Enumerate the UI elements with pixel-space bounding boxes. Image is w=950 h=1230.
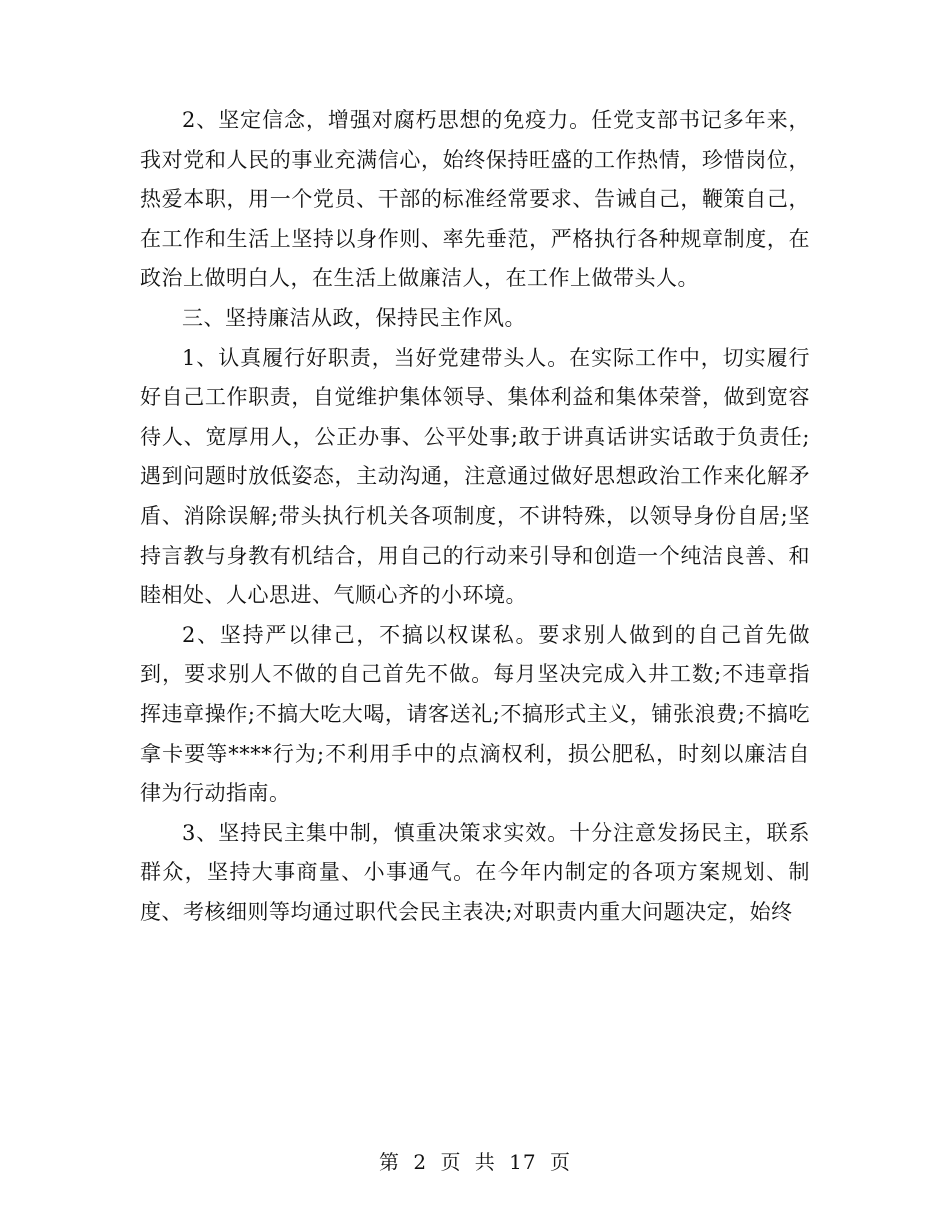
paragraph-firm-belief: 2、坚定信念，增强对腐朽思想的免疫力。任党支部书记多年来，我对党和人民的事业充满信心，始终保持旺盛的工作热情，珍惜岗位，热爱本职，用一个党员、干部的标准经常要求、告诫自己，鞭策自己，在工作和生活上坚持以身作则、率先垂范，严格执行各种规章制度，在政治上做明白人，在生活上做廉洁人，在工作上做带头人。 (140, 108, 810, 291)
paragraph-democratic-centralism: 3、坚持民主集中制，慎重决策求实效。十分注意发扬民主，联系群众，坚持大事商量、小事通气。在今年内制定的各项方案规划、制度、考核细则等均通过职代会民主表决;对职责内重大问题决定，始终 (140, 820, 810, 924)
page-footer: 第 2 页 共 17 页 (379, 1150, 571, 1174)
paragraph-fulfill-duties: 1、认真履行好职责，当好党建带头人。在实际工作中，切实履行好自己工作职责，自觉维护集体领导、集体利益和集体荣誉，做到宽容待人、宽厚用人，公正办事、公平处事;敢于讲真话讲实话敢于负责任;遇到问题时放低姿态，主动沟通，注意通过做好思想政治工作来化解矛盾、消除误解;带头执行机关各项制度，不讲特殊，以领导身份自居;坚持言教与身教有机结合，用自己的行动来引导和创造一个纯洁良善、和睦相处、人心思进、气顺心齐的小环境。 (140, 345, 810, 608)
paragraph-self-discipline: 2、坚持严以律己，不搞以权谋私。要求别人做到的自己首先做到，要求别人不做的自己首先不做。每月坚决完成入井工数;不违章指挥违章操作;不搞大吃大喝，请客送礼;不搞形式主义，铺张浪费;不搞吃拿卡要等****行为;不利用手中的点滴权利，损公肥私，时刻以廉洁自律为行动指南。 (140, 622, 810, 806)
section-heading-integrity: 三、坚持廉洁从政，保持民主作风。 (182, 305, 526, 330)
document-body (140, 101, 810, 932)
